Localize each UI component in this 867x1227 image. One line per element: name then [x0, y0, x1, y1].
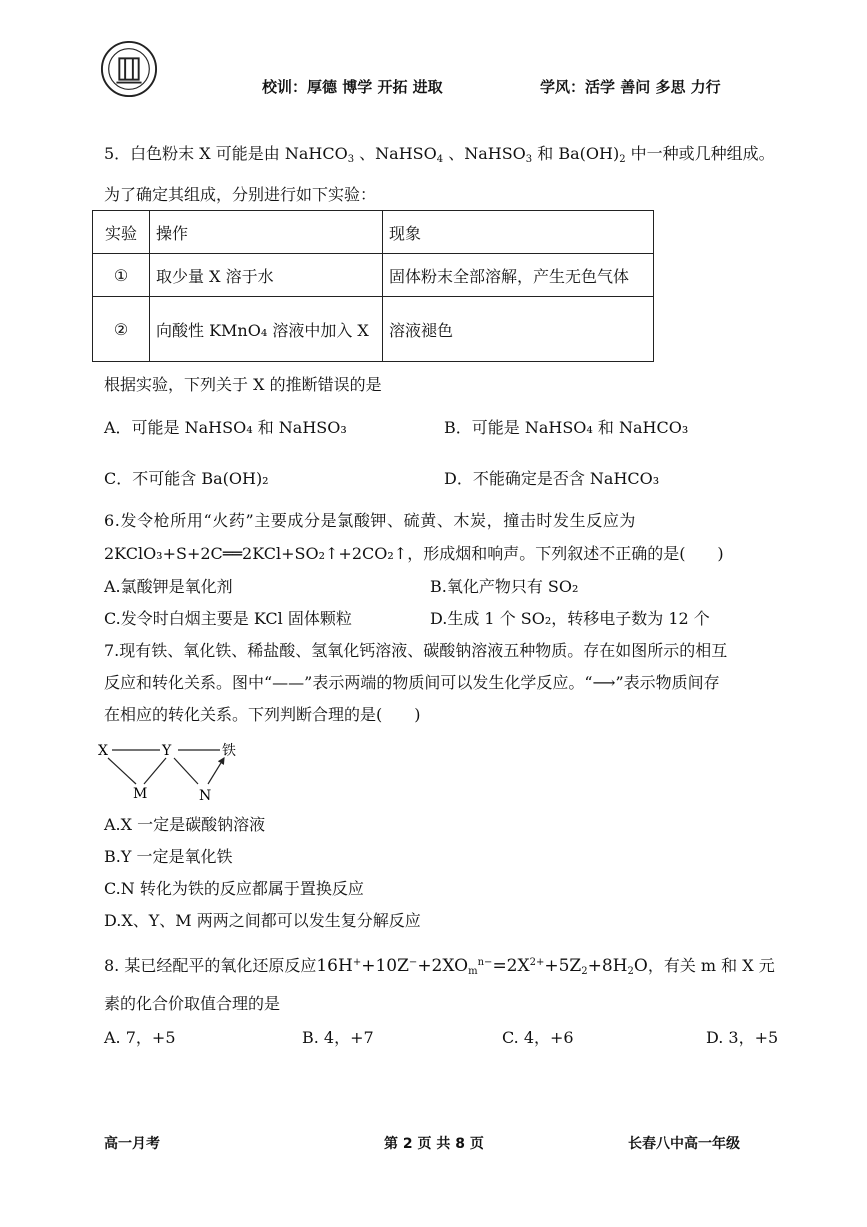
q6-option-c[interactable]: C.发令时白烟主要是 KCl 固体颗粒 — [104, 609, 352, 628]
q5-question: 根据实验，下列关于 X 的推断错误的是 — [104, 375, 382, 394]
table-row — [93, 254, 654, 297]
q5-option-c[interactable]: C．不可能含 Ba(OH)₂ — [104, 469, 269, 488]
q6-option-d[interactable]: D.生成 1 个 SO₂，转移电子数为 12 个 — [430, 609, 710, 628]
node-x: X — [98, 743, 108, 759]
q8-stem-suffix: ，有关 m 和 X 元 — [647, 956, 775, 975]
node-y: Y — [162, 743, 172, 759]
node-m: M — [133, 786, 148, 802]
table-cell: 取少量 X 溶于水 — [150, 254, 383, 297]
q7-option-a[interactable]: A.X 一定是碳酸钠溶液 — [104, 815, 266, 834]
q8-stem-prefix: 8. 某已经配平的氧化还原反应 — [104, 956, 317, 975]
study-style-motto: 学风：活学 善问 多思 力行 — [540, 78, 721, 96]
q5-stem — [104, 143, 775, 165]
node-n: N — [199, 788, 212, 802]
table-cell: 向酸性 KMnO₄ 溶液中加入 X — [150, 297, 383, 362]
q5-option-a[interactable]: A．可能是 NaHSO₄ 和 NaHSO₃ — [104, 418, 347, 437]
q7-stem-line1: 7.现有铁、氧化铁、稀盐酸、氢氧化钙溶液、碳酸钠溶液五种物质。存在如图所示的相互 — [104, 641, 728, 660]
x-m-line — [108, 758, 136, 784]
q7-option-c[interactable]: C.N 转化为铁的反应都属于置换反应 — [104, 879, 364, 898]
experiment-table — [92, 210, 654, 362]
q7-option-b[interactable]: B.Y 一定是氧化铁 — [104, 847, 233, 866]
table-header: 实验 — [93, 211, 150, 254]
q8-option-d[interactable]: D. 3，+5 — [706, 1028, 779, 1047]
school-motto: 校训：厚德 博学 开拓 进取 — [262, 78, 443, 96]
table-cell: ① — [93, 254, 150, 297]
q7-stem-line3: 在相应的转化关系。下列判断合理的是( ) — [104, 705, 421, 724]
q5-option-d[interactable]: D．不能确定是否含 NaHCO₃ — [444, 469, 660, 488]
q6-stem-line1: 6.发令枪所用“火药”主要成分是氯酸钾、硫黄、木炭，撞击时发生反应为 — [104, 511, 637, 530]
q8-stem-line2: 素的化合价取值合理的是 — [104, 994, 281, 1013]
footer-school-grade: 长春八中高一年级 — [628, 1136, 740, 1152]
q8-equation: $16H^++10Z^-+2XO_m^{n-}=2X^{2+}+5Z_2+8H_2O$ — [316, 956, 648, 977]
q7-option-d[interactable]: D.X、Y、M 两两之间都可以发生复分解反应 — [104, 911, 421, 930]
q5-option-b[interactable]: B．可能是 NaHSO₄ 和 NaHCO₃ — [444, 418, 689, 437]
q5-stem-text: 5．白色粉末 X 可能是由 — [104, 144, 285, 163]
q5-stem-text-end: 中一种或几种组成。 — [625, 144, 775, 163]
table-cell: 溶液褪色 — [383, 297, 654, 362]
footer-exam-name: 高一月考 — [104, 1136, 160, 1152]
q6-stem-line2: 2KClO₃+S+2C══2KCl+SO₂↑+2CO₂↑，形成烟和响声。下列叙述不正确的是( ) — [104, 544, 724, 563]
q8-option-a[interactable]: A. 7，+5 — [104, 1028, 176, 1047]
q5-intro: 为了确定其组成，分别进行如下实验： — [104, 185, 377, 204]
table-header: 现象 — [383, 211, 654, 254]
reaction-diagram — [98, 740, 248, 802]
m-y-line — [144, 758, 166, 784]
node-iron: 铁 — [222, 743, 236, 759]
q5-formulas: NaHCO$_3$ 、NaHSO$_4$ 、NaHSO$_3$ 和 $Ba(OH)_2$ — [284, 144, 626, 165]
footer-page-number: 第 2 页 共 8 页 — [384, 1136, 484, 1152]
q8-option-b[interactable]: B. 4，+7 — [302, 1028, 374, 1047]
q7-stem-line2: 反应和转化关系。图中“——”表示两端的物质间可以发生化学反应。“⟶”表示物质间存 — [104, 673, 720, 692]
table-cell: ② — [93, 297, 150, 362]
q8-stem-line1 — [104, 955, 775, 977]
school-seal-logo — [100, 40, 158, 98]
q6-option-a[interactable]: A.氯酸钾是氧化剂 — [104, 577, 233, 596]
n-to-iron-arrow — [208, 758, 224, 784]
q6-option-b[interactable]: B.氧化产物只有 SO₂ — [430, 577, 579, 596]
table-row — [93, 297, 654, 362]
table-cell: 固体粉末全部溶解，产生无色气体 — [383, 254, 654, 297]
y-n-line — [174, 758, 198, 784]
table-header: 操作 — [150, 211, 383, 254]
q8-option-c[interactable]: C. 4，+6 — [502, 1028, 574, 1047]
